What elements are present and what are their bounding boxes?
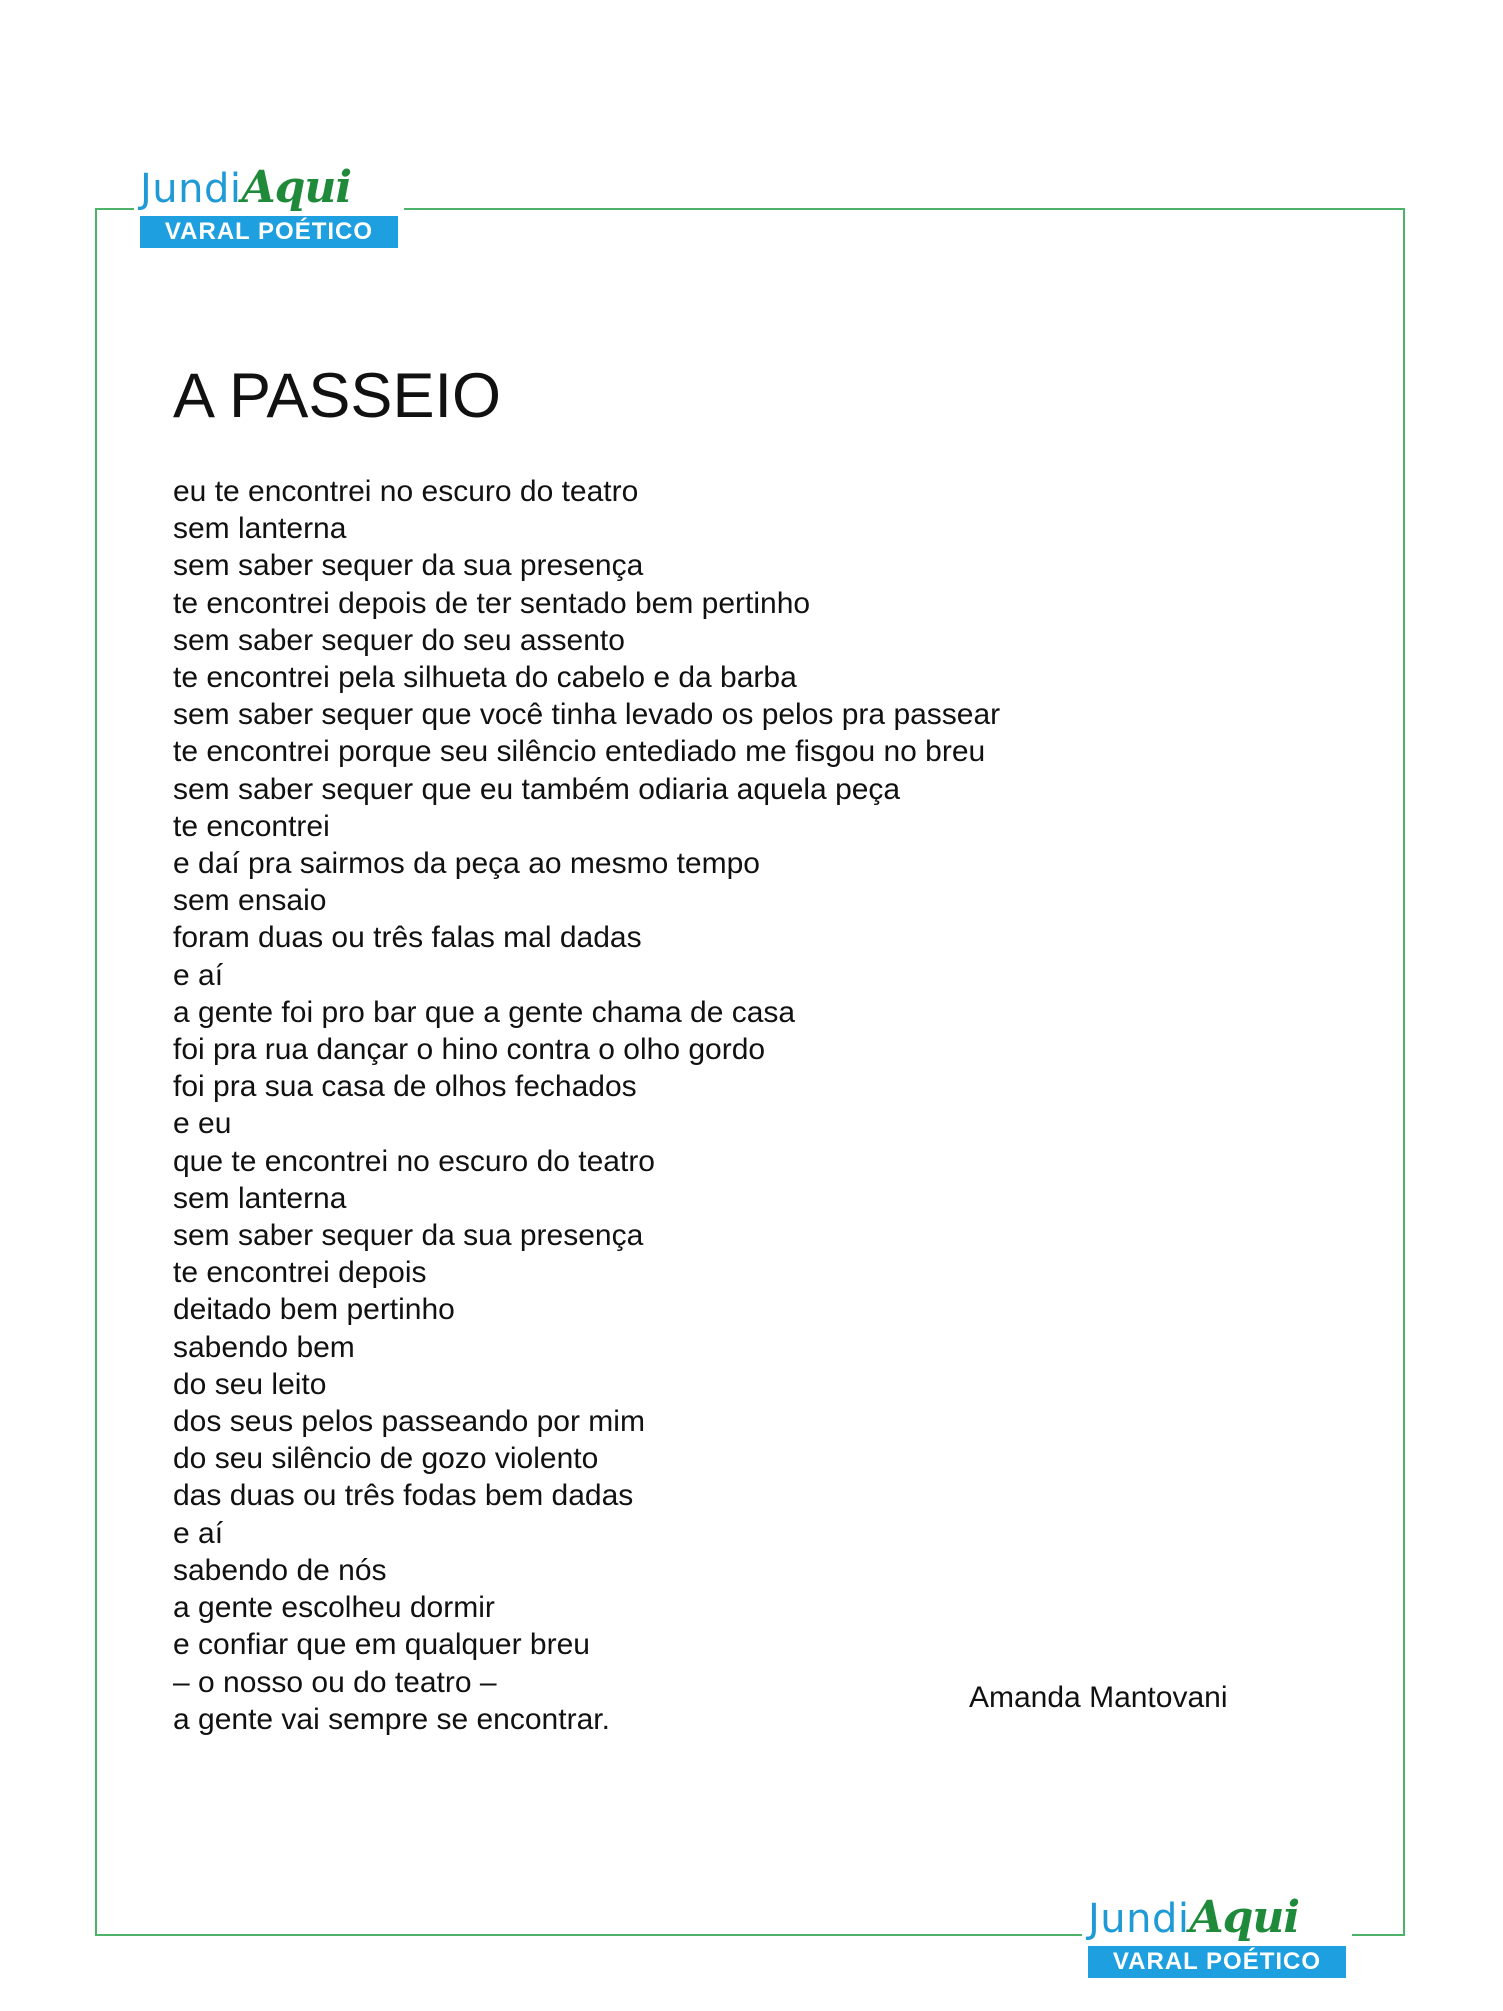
poem-line: dos seus pelos passeando por mim [173, 1405, 645, 1439]
logo-top [134, 160, 404, 248]
poem-line: foram duas ou três falas mal dadas [173, 921, 642, 955]
poem-line: te encontrei depois de ter sentado bem pertinho [173, 586, 811, 620]
poem-line: foi pra rua dançar o hino contra o olho gordo [173, 1033, 766, 1067]
poem-line: deitado bem pertinho [173, 1293, 455, 1327]
poem-line: sem saber sequer da sua presença [173, 549, 644, 583]
poem-line: te encontrei [173, 809, 330, 843]
poem-line: sem ensaio [173, 884, 327, 918]
poem-line: te encontrei porque seu silêncio entediado me fisgou no breu [173, 735, 986, 769]
logo-jundi-text: Jundi [1088, 1896, 1190, 1942]
logo-band: VARAL POÉTICO [140, 216, 398, 248]
poem-line: sem saber sequer que eu também odiaria aquela peça [173, 772, 901, 806]
poem-line: sabendo de nós [173, 1553, 387, 1587]
poem-line: te encontrei pela silhueta do cabelo e da barba [173, 661, 797, 695]
logo-wordmark [1088, 1890, 1346, 1946]
poem-body [173, 473, 1000, 1738]
poem-line: do seu leito [173, 1367, 327, 1401]
poem-line: e aí [173, 958, 224, 992]
poem-line: sem saber sequer da sua presença [173, 1219, 644, 1253]
poem-line: te encontrei depois [173, 1256, 427, 1290]
poem-line: sem lanterna [173, 512, 347, 546]
poem-line: e eu [173, 1107, 232, 1141]
poem-line: do seu silêncio de gozo violento [173, 1442, 599, 1476]
poem-line: a gente escolheu dormir [173, 1591, 495, 1625]
logo-aqui-text: Aqui [1189, 1892, 1300, 1943]
poem-line: sabendo bem [173, 1330, 355, 1364]
poem-line: e daí pra sairmos da peça ao mesmo tempo [173, 847, 760, 881]
poem-line: eu te encontrei no escuro do teatro [173, 475, 639, 508]
logo-wordmark [140, 160, 398, 216]
poem-line: – o nosso ou do teatro – [173, 1665, 497, 1699]
poem-line: sem lanterna [173, 1181, 347, 1215]
poem-title: A PASSEIO [173, 361, 501, 431]
poem-line: e confiar que em qualquer breu [173, 1628, 590, 1662]
logo-bottom [1082, 1890, 1352, 1978]
poem-line: a gente foi pro bar que a gente chama de casa [173, 995, 796, 1029]
logo-band: VARAL POÉTICO [1088, 1946, 1346, 1978]
poem-line: a gente vai sempre se encontrar. [173, 1702, 610, 1736]
poem-line: das duas ou três fodas bem dadas [173, 1479, 634, 1513]
poem-line: foi pra sua casa de olhos fechados [173, 1070, 637, 1104]
poem-line: que te encontrei no escuro do teatro [173, 1144, 655, 1178]
poem-author: Amanda Mantovani [969, 1681, 1228, 1714]
poem-line: sem saber sequer que você tinha levado os pelos pra passear [173, 698, 1001, 732]
logo-jundi-text: Jundi [140, 166, 242, 212]
poem-line: sem saber sequer do seu assento [173, 623, 625, 657]
poem-line: e aí [173, 1516, 224, 1550]
logo-aqui-text: Aqui [241, 162, 352, 213]
